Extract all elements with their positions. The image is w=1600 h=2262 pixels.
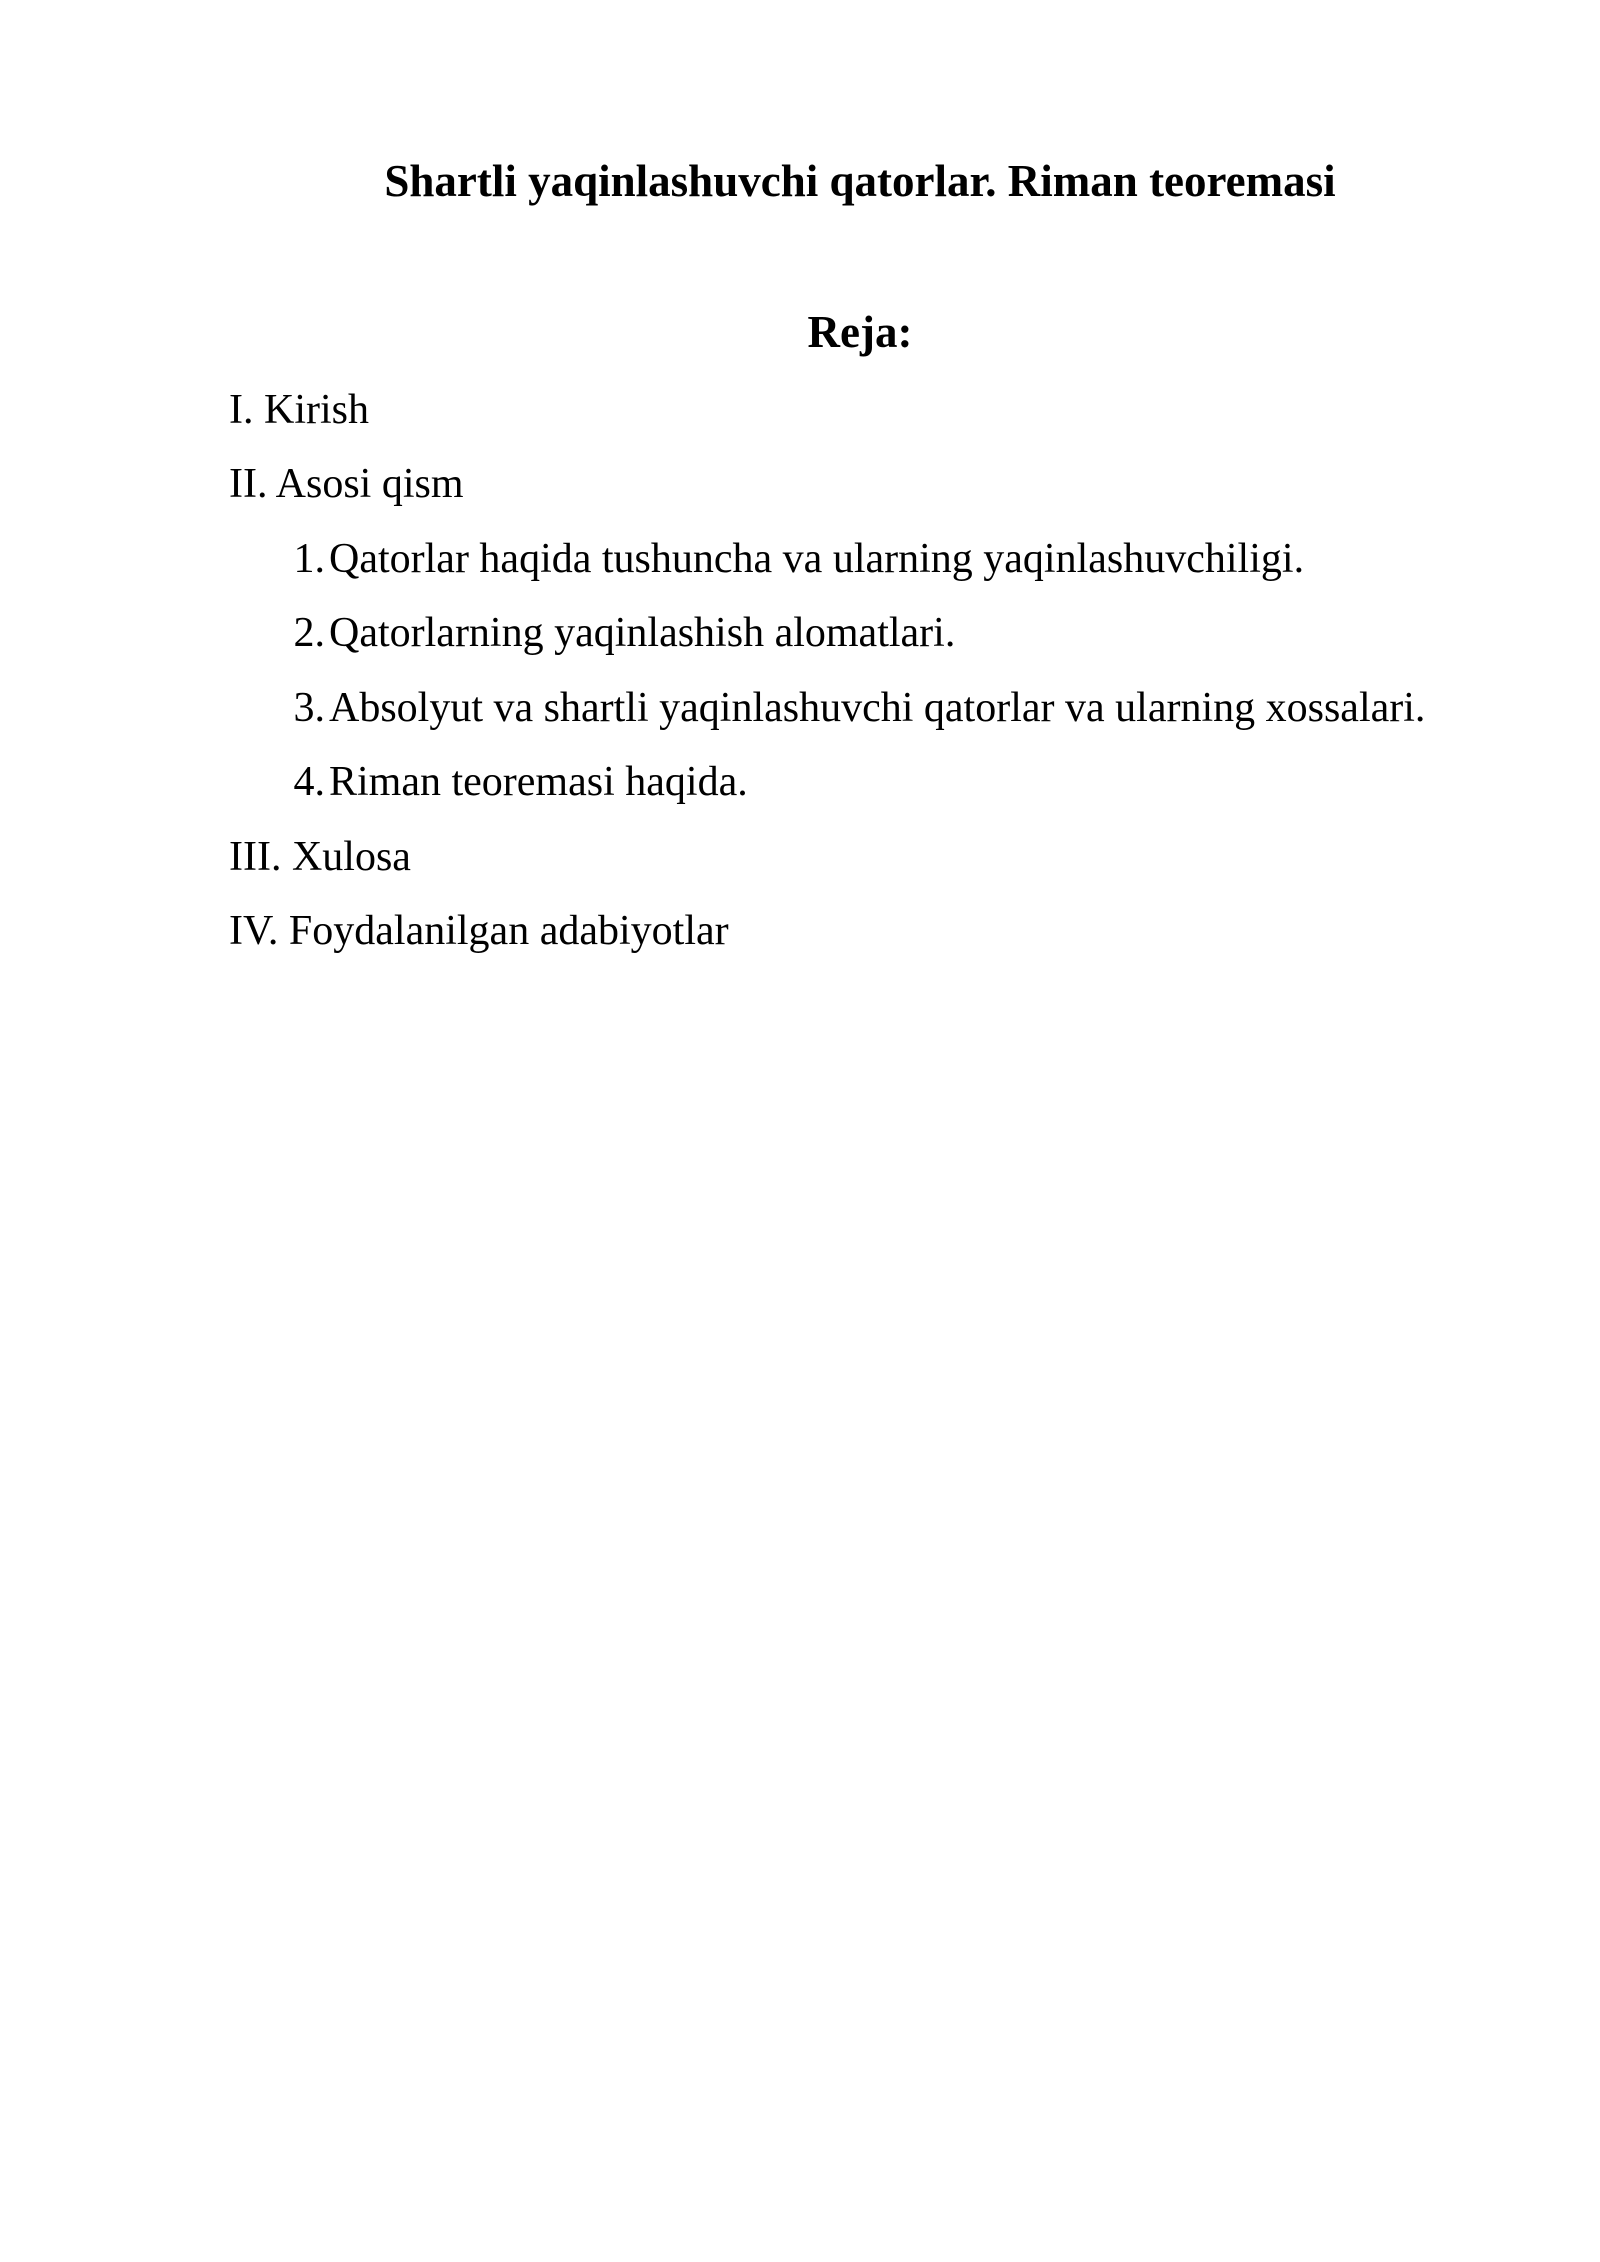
- section-item-intro: I. Kirish: [229, 387, 369, 433]
- subitem-1: [287, 531, 1304, 587]
- subitem-3: [287, 680, 1425, 736]
- subitem-number: 3.: [293, 685, 325, 731]
- section-item-references: IV. Foydalanilgan adabiyotlar: [229, 908, 729, 954]
- subitem-2: [287, 605, 955, 661]
- subitem-4: [287, 754, 748, 810]
- subitem-text: Qatorlar haqida tushuncha va ularning yaqinlashuvchiligi.: [329, 536, 1305, 582]
- document-title: Shartli yaqinlashuvchi qatorlar. Riman teoremasi: [384, 156, 1336, 206]
- section-item-main: II. Asosi qism: [229, 461, 464, 507]
- subitem-text: Qatorlarning yaqinlashish alomatlari.: [329, 610, 956, 656]
- subitem-text: Riman teoremasi haqida.: [329, 759, 748, 805]
- plan-heading: Reja:: [807, 307, 913, 357]
- subitem-text: Absolyut va shartli yaqinlashuvchi qatorlar va ularning xossalari.: [329, 685, 1426, 731]
- subitem-number: 1.: [293, 536, 325, 582]
- subitem-number: 4.: [293, 759, 325, 805]
- section-item-conclusion: III. Xulosa: [229, 834, 411, 880]
- subitem-number: 2.: [293, 610, 325, 656]
